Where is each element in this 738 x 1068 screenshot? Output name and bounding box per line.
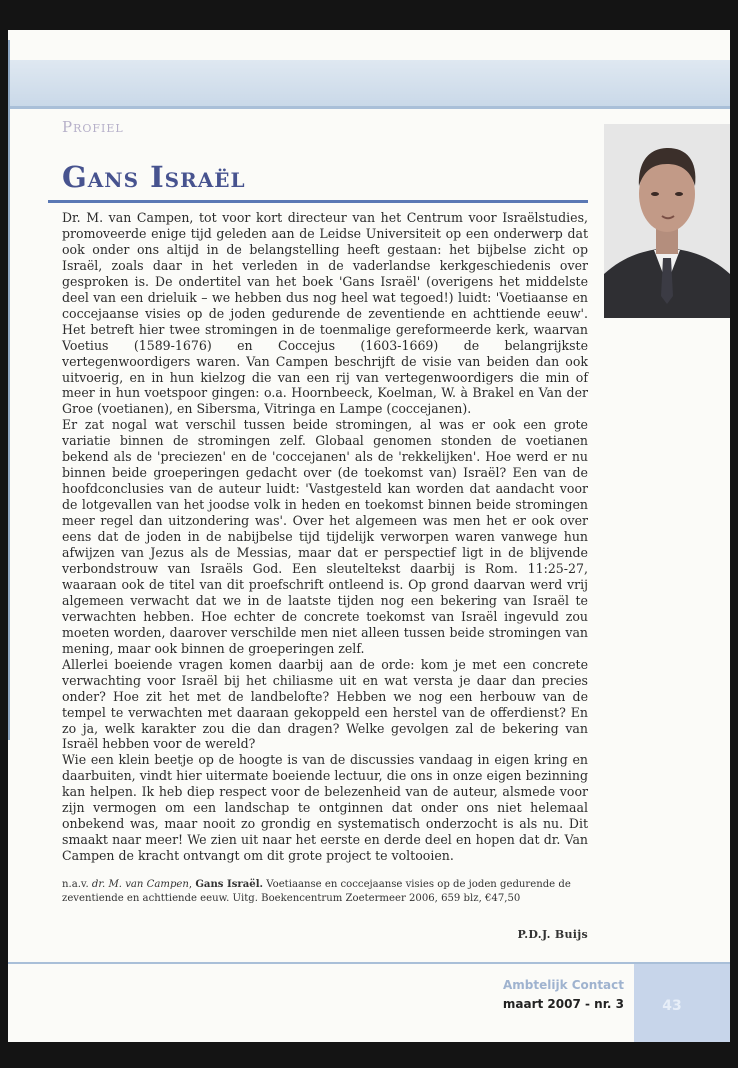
section-label: Profiel <box>62 118 124 136</box>
author-portrait <box>604 124 730 318</box>
book-reference-prefix: n.a.v. <box>62 879 92 890</box>
publication-name: Ambtelijk Contact <box>502 978 624 992</box>
article-paragraph: Wie een klein beetje op de hoogte is van de discussies vandaag in eigen kring en daarbuiten, vindt hier uitermate boeiende lectuur, die ons in onze eigen bezinning kan helpen. Ik heb diep respect voor de belezenheid van de auteur, alsmede voor zijn vermogen om een landschap te ontginnen dat onder ons niet helemaal onbekend was, maar nooit zo grondig en systematisch onderzocht is als nu. Dit smaakt naar meer! We zien uit naar het eerste en derde deel en hopen dat dr. Van Campen de kracht ontvangt om dit grote project te voltooien. <box>62 752 588 864</box>
article-paragraph: Er zat nogal wat verschil tussen beide stromingen, al was er ook een grote variatie binnen de stromingen zelf. Globaal genomen stonden de voetianen bekend als de 'preciezen' en de 'coccejanen' als de 'rekkelijken'. Hoe werd er nu binnen beide groeperingen gedacht over (de toekomst van) Israël? Een van de hoofdconclusies van de auteur luidt: 'Vastgesteld kan worden dat aandacht voor de lotgevallen van het joodse volk in heden en toekomst binnen beide stromingen meer regel dan uitzondering was'. Over het algemeen was men het er ook over eens dat de joden in de nabijbelse tijd tijdelijk verworpen waren vanwege hun afwijzen van Jezus als de Messias, maar dat er perspectief ligt in de blijvende verbondstrouw van Israëls God. Een sleuteltekst daarbij is Rom. 11:25-27, waaraan ook de titel van dit proefschrift ontleend is. Op grond daarvan werd vrij algemeen verwacht dat we in de laatste tijden nog een bekering van Israël te verwachten hebben. Hoe echter de concrete toekomst van Israël ingevuld zou moeten worden, daarover verschilde men niet alleen tussen beide stromingen van mening, maar ook binnen de groeperingen zelf. <box>62 417 588 656</box>
book-details: Voetiaanse en coccejaanse visies op de joden gedurende de zeventiende en achttiende eeuw. Uitg. Boekencentrum Zoetermeer 2006, 659 blz, €47,50 <box>62 879 571 904</box>
page-left-edge <box>8 40 10 740</box>
article-body <box>62 210 588 864</box>
title-underline <box>48 200 588 203</box>
magazine-page <box>8 30 730 1042</box>
issue-info: maart 2007 - nr. 3 <box>502 997 624 1011</box>
header-band-line <box>8 106 730 109</box>
book-reference-separator: , <box>188 879 196 890</box>
book-author: dr. M. van Campen <box>91 879 189 890</box>
article-paragraph: Dr. M. van Campen, tot voor kort directeur van het Centrum voor Israëlstudies, promoveerde enige tijd geleden aan de Leidse Universiteit op een onderwerp dat ook onder ons altijd in de belangstelling heeft gestaan: het bijbelse zicht op Israël, zoals daar in het verleden in de vaderlandse kerkgeschiedenis over gesproken is. De ondertitel van het boek 'Gans Israël' (overigens het middelste deel van een drieluik – we hebben dus nog heel wat tegoed!) luidt: 'Voetiaanse en coccejaanse visies op de joden gedurende de zeventiende en achttiende eeuw'. Het betreft hier twee stromingen in de toenmalige gereformeerde kerk, waarvan Voetius (1589-1676) en Coccejus (1603-1669) de belangrijkste vertegenwoordigers waren. Van Campen beschrijft de visie van beiden dan ook uitvoerig, en in hun kielzog die van een rij van vertegenwoordigers die min of meer in hun voetspoor gingen: o.a. Hoornbeeck, Koelman, W. à Brakel en Van der Groe (voetianen), en Sibersma, Vitringa en Lampe (coccejanen). <box>62 210 588 417</box>
page-number: 43 <box>662 998 682 1014</box>
article-byline: P.D.J. Buijs <box>517 928 588 941</box>
portrait-photo <box>604 124 730 318</box>
footer-rule <box>8 962 730 964</box>
book-title: Gans Israël. <box>195 879 264 890</box>
article-paragraph: Allerlei boeiende vragen komen daarbij aan de orde: kom je met een concrete verwachting voor Israël bij het chiliasme uit en wat versta je daar dan precies onder? Hoe zit het met de landbelofte? Hebben we nog een herbouw van de tempel te verwachten met daaraan gekoppeld een herstel van de offerdienst? En zo ja, welk karakter zou die dan dragen? Welke gevolgen zal de bekering van Israël hebben voor de wereld? <box>62 656 588 752</box>
book-reference <box>62 878 588 905</box>
header-band <box>8 60 730 108</box>
article-title: Gans Israël <box>62 160 246 194</box>
